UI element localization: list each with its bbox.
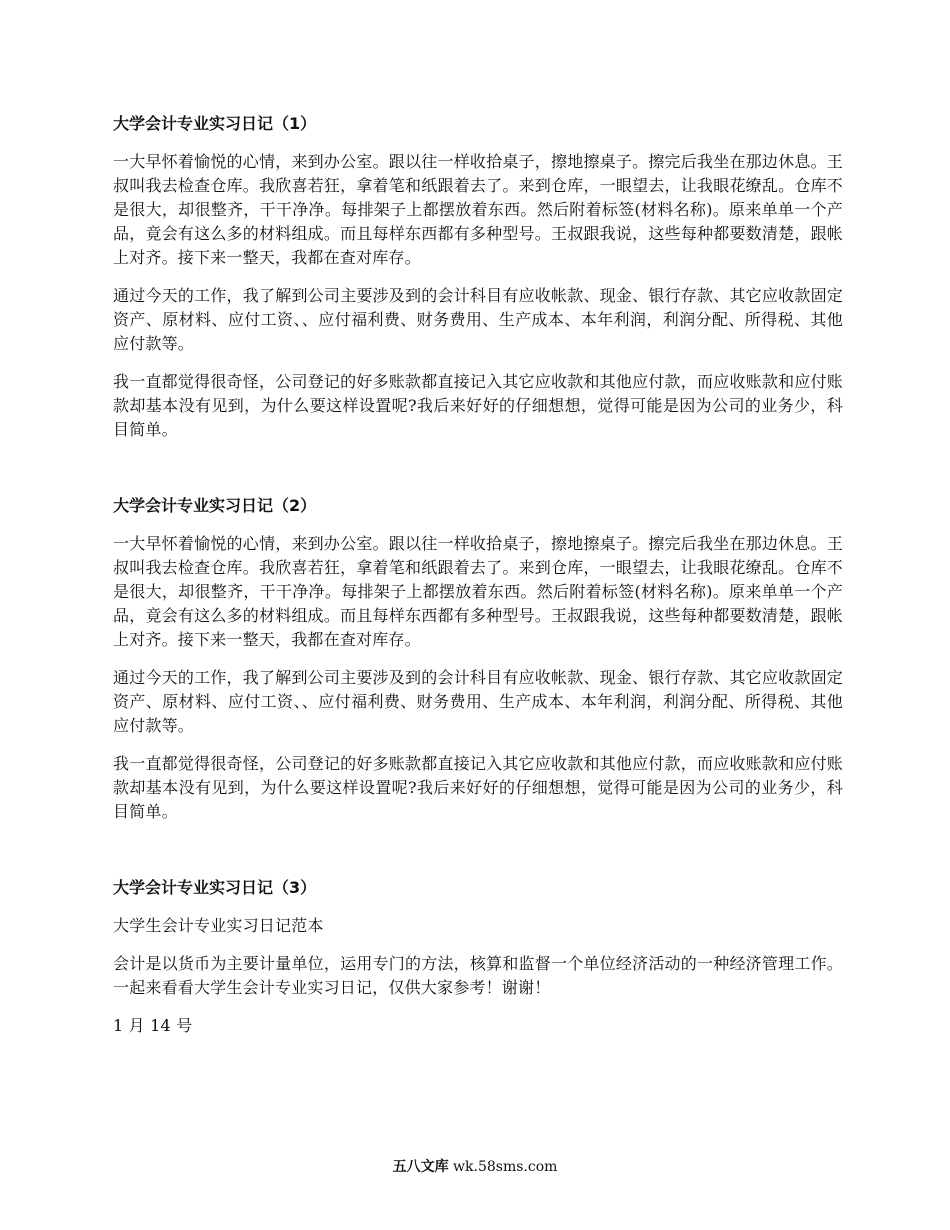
date-line: 1 月 14 号: [113, 1016, 193, 1035]
paragraph: 通过今天的工作，我了解到公司主要涉及到的会计科目有应收帐款、现金、银行存款、其它应收款固定资产、原材料、应付工资、、应付福利费、财务费用、生产成本、本年利润，利润分配、所得税、其他应付款等。: [113, 286, 843, 353]
section-spacer: [113, 456, 843, 494]
paragraph: 我一直都觉得很奇怪，公司登记的好多账款都直接记入其它应收款和其他应付款，而应收账款和应付账款却基本没有见到，为什么要这样设置呢?我后来好好的仔细想想，觉得可能是因为公司的业务少，科目简单。: [113, 754, 843, 821]
document-body: [113, 112, 843, 1052]
diary-section-2: [113, 494, 843, 824]
section-spacer: [113, 838, 843, 876]
section-title: 大学会计专业实习日记（1）: [113, 114, 317, 133]
paragraph: 一大早怀着愉悦的心情，来到办公室。跟以往一样收拾桌子，擦地擦桌子。擦完后我坐在那边休息。王叔叫我去检查仓库。我欣喜若狂，拿着笔和纸跟着去了。来到仓库，一眼望去，让我眼花缭乱。仓库不是很大，却很整齐，干干净净。每排架子上都摆放着东西。然后附着标签(材料名称)。原来单单一个产品，竟会有这么多的材料组成。而且每样东西都有多种型号。王叔跟我说，这些每种都要数清楚，跟帐上对齐。接下来一整天，我都在查对库存。: [113, 534, 843, 649]
paragraph: 一大早怀着愉悦的心情，来到办公室。跟以往一样收拾桌子，擦地擦桌子。擦完后我坐在那边休息。王叔叫我去检查仓库。我欣喜若狂，拿着笔和纸跟着去了。来到仓库，一眼望去，让我眼花缭乱。仓库不是很大，却很整齐，干干净净。每排架子上都摆放着东西。然后附着标签(材料名称)。原来单单一个产品，竟会有这么多的材料组成。而且每样东西都有多种型号。王叔跟我说，这些每种都要数清楚，跟帐上对齐。接下来一整天，我都在查对库存。: [113, 152, 843, 267]
section-title: 大学会计专业实习日记（2）: [113, 496, 317, 515]
section-title: 大学会计专业实习日记（3）: [113, 878, 317, 897]
page-footer: [0, 1157, 950, 1177]
paragraph: 大学生会计专业实习日记范本: [113, 916, 324, 935]
diary-section-3: [113, 876, 843, 1038]
paragraph: 我一直都觉得很奇怪，公司登记的好多账款都直接记入其它应收款和其他应付款，而应收账款和应付账款却基本没有见到，为什么要这样设置呢?我后来好好的仔细想想，觉得可能是因为公司的业务少，科目简单。: [113, 372, 843, 439]
diary-section-1: [113, 112, 843, 442]
paragraph: 会计是以货币为主要计量单位，运用专门的方法，核算和监督一个单位经济活动的一种经济管理工作。一起来看看大学生会计专业实习日记，仅供大家参考！谢谢！: [113, 954, 843, 997]
paragraph: 通过今天的工作，我了解到公司主要涉及到的会计科目有应收帐款、现金、银行存款、其它应收款固定资产、原材料、应付工资、、应付福利费、财务费用、生产成本、本年利润，利润分配、所得税、其他应付款等。: [113, 668, 843, 735]
footer-url[interactable]: wk.58sms.com: [453, 1159, 558, 1175]
footer-brand: 五八文库: [392, 1159, 449, 1175]
